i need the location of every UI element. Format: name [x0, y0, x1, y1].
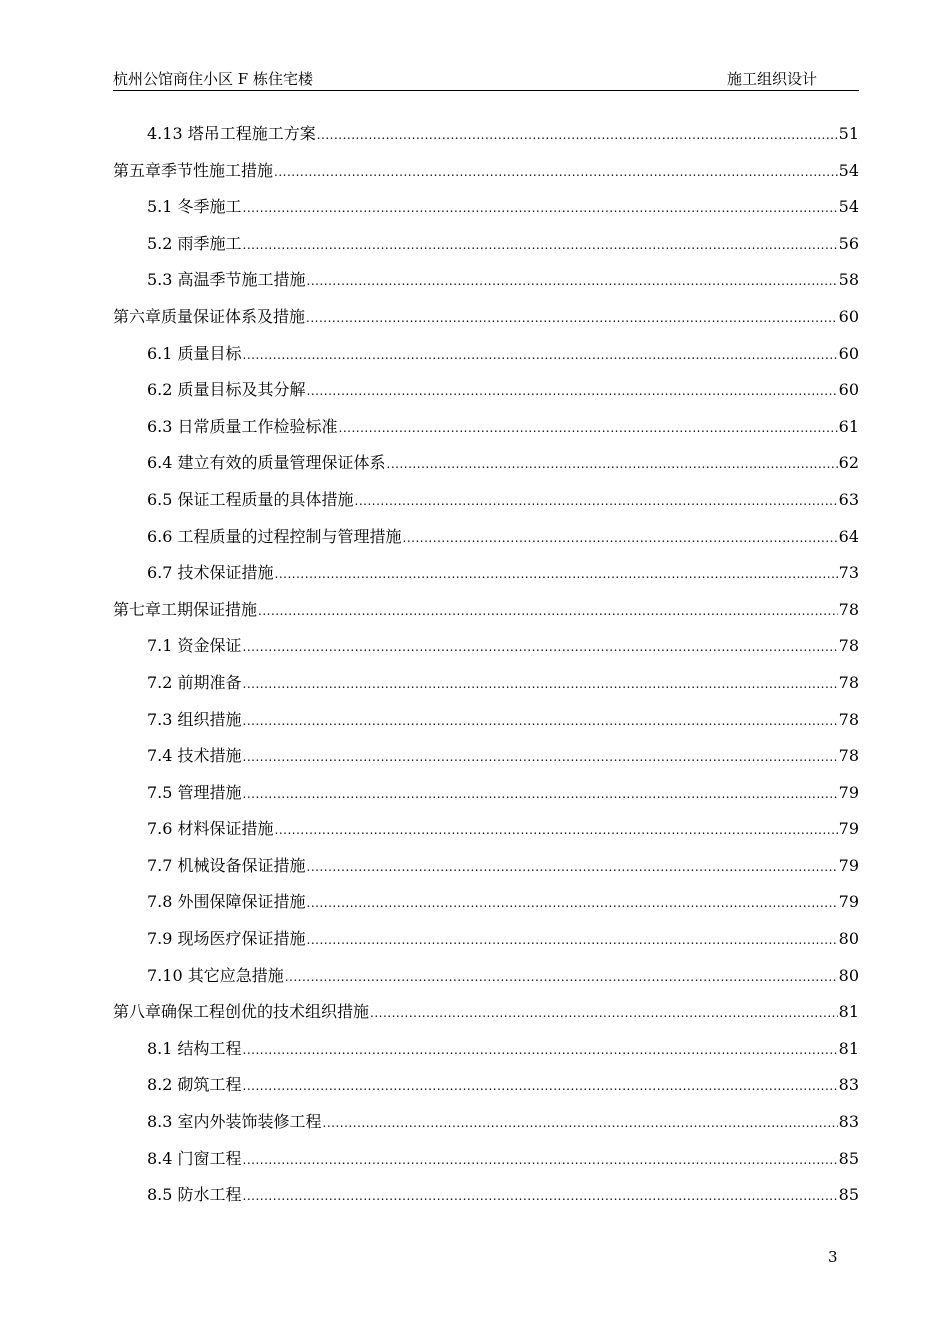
toc-section-entry[interactable] [113, 775, 859, 812]
toc-chapter-entry[interactable] [113, 299, 859, 336]
toc-entry-title: 8.4 门窗工程 [147, 1148, 242, 1168]
toc-section-entry[interactable] [113, 884, 859, 921]
toc-section-entry[interactable] [113, 1177, 859, 1214]
toc-entry-title: 5.3 高温季节施工措施 [147, 270, 306, 290]
toc-entry-title: 6.6 工程质量的过程控制与管理措施 [147, 526, 402, 546]
header-doc-title: 施工组织设计 [726, 70, 817, 88]
toc-section-entry[interactable] [113, 1067, 859, 1104]
toc-dot-leader [306, 300, 838, 337]
toc-page-number: 60 [838, 306, 859, 326]
toc-section-entry[interactable] [113, 1141, 859, 1178]
toc-page-number: 60 [838, 343, 859, 363]
toc-page-number: 62 [838, 453, 859, 473]
toc-dot-leader [243, 629, 838, 666]
toc-page-number: 73 [838, 563, 859, 583]
toc-dot-leader [370, 995, 838, 1032]
toc-entry-title: 季节性施工措施 [161, 160, 274, 180]
toc-dot-leader [243, 1142, 838, 1179]
toc-page-number: 81 [838, 1038, 859, 1058]
toc-page-number: 64 [838, 526, 859, 546]
toc-entry-title: 6.4 建立有效的质量管理保证体系 [147, 453, 386, 473]
toc-chapter-number: 第七章 [113, 599, 162, 619]
toc-page-number: 56 [838, 233, 859, 253]
toc-dot-leader [317, 117, 838, 154]
toc-entry-title: 8.3 室内外装饰装修工程 [147, 1112, 322, 1132]
toc-section-entry[interactable] [113, 811, 859, 848]
toc-dot-leader [243, 739, 838, 776]
toc-dot-leader [243, 227, 838, 264]
toc-chapter-entry[interactable] [113, 994, 859, 1031]
toc-page-number: 60 [838, 380, 859, 400]
toc-chapter-number: 第五章 [113, 160, 162, 180]
toc-page-number: 79 [838, 819, 859, 839]
toc-entry-title: 7.4 技术措施 [147, 746, 242, 766]
toc-page-number: 85 [838, 1148, 859, 1168]
toc-page-number: 78 [838, 599, 859, 619]
toc-page-number: 54 [838, 160, 859, 180]
toc-section-entry[interactable] [113, 482, 859, 519]
toc-dot-leader [243, 776, 838, 813]
toc-page-number: 63 [838, 489, 859, 509]
toc-dot-leader [274, 154, 838, 191]
toc-page-number: 78 [838, 672, 859, 692]
toc-section-entry[interactable] [113, 189, 859, 226]
toc-dot-leader [307, 922, 838, 959]
toc-chapter-number: 第八章 [113, 1002, 162, 1022]
toc-dot-leader [403, 520, 838, 557]
toc-entry-title: 6.2 质量目标及其分解 [147, 380, 306, 400]
toc-entry-title: 7.9 现场医疗保证措施 [147, 929, 306, 949]
toc-chapter-entry[interactable] [113, 153, 859, 190]
toc-section-entry[interactable] [113, 519, 859, 556]
toc-page-number: 79 [838, 782, 859, 802]
toc-section-entry[interactable] [113, 1104, 859, 1141]
toc-dot-leader [275, 812, 838, 849]
toc-entry-title: 确保工程创优的技术组织措施 [161, 1002, 370, 1022]
toc-page-number: 79 [838, 892, 859, 912]
toc-section-entry[interactable] [113, 921, 859, 958]
toc-dot-leader [243, 666, 838, 703]
toc-section-entry[interactable] [113, 1031, 859, 1068]
toc-section-entry[interactable] [113, 262, 859, 299]
toc-section-entry[interactable] [113, 445, 859, 482]
toc-section-entry[interactable] [113, 958, 859, 995]
toc-section-entry[interactable] [113, 738, 859, 775]
toc-dot-leader [243, 703, 838, 740]
table-of-contents [113, 116, 859, 1214]
toc-dot-leader [307, 885, 838, 922]
toc-dot-leader [339, 410, 838, 447]
toc-section-entry[interactable] [113, 555, 859, 592]
toc-entry-title: 8.5 防水工程 [147, 1185, 242, 1205]
toc-page-number: 83 [838, 1075, 859, 1095]
toc-entry-title: 8.1 结构工程 [147, 1038, 242, 1058]
toc-entry-title: 7.7 机械设备保证措施 [147, 855, 306, 875]
toc-entry-title: 质量保证体系及措施 [161, 306, 306, 326]
toc-entry-title: 7.8 外围保障保证措施 [147, 892, 306, 912]
toc-entry-title: 7.6 材料保证措施 [147, 819, 274, 839]
toc-entry-title: 7.1 资金保证 [147, 636, 242, 656]
toc-page-number: 83 [838, 1112, 859, 1132]
toc-dot-leader [323, 1105, 838, 1142]
toc-entry-title: 5.1 冬季施工 [147, 197, 242, 217]
toc-entry-title: 7.5 管理措施 [147, 782, 242, 802]
toc-dot-leader [243, 1032, 838, 1069]
toc-entry-title: 6.7 技术保证措施 [147, 563, 274, 583]
toc-chapter-number: 第六章 [113, 306, 162, 326]
toc-page-number: 80 [838, 929, 859, 949]
toc-section-entry[interactable] [113, 702, 859, 739]
toc-dot-leader [307, 849, 838, 886]
toc-page-number: 54 [838, 197, 859, 217]
toc-page-number: 78 [838, 709, 859, 729]
page-number: 3 [828, 1248, 838, 1266]
toc-entry-title: 7.10 其它应急措施 [147, 965, 284, 985]
toc-dot-leader [387, 446, 838, 483]
toc-dot-leader [258, 593, 838, 630]
toc-dot-leader [285, 959, 838, 996]
toc-dot-leader [307, 263, 838, 300]
toc-page-number: 61 [838, 416, 859, 436]
toc-dot-leader [243, 190, 838, 227]
toc-entry-title: 8.2 砌筑工程 [147, 1075, 242, 1095]
toc-entry-title: 6.1 质量目标 [147, 343, 242, 363]
toc-dot-leader [243, 337, 838, 374]
toc-page-number: 81 [838, 1002, 859, 1022]
toc-section-entry[interactable] [113, 848, 859, 885]
toc-entry-title: 6.3 日常质量工作检验标准 [147, 416, 338, 436]
toc-section-entry[interactable] [113, 116, 859, 153]
toc-page-number: 80 [838, 965, 859, 985]
toc-entry-title: 6.5 保证工程质量的具体措施 [147, 489, 354, 509]
toc-section-entry[interactable] [113, 665, 859, 702]
toc-page-number: 58 [838, 270, 859, 290]
toc-dot-leader [243, 1068, 838, 1105]
toc-page-number: 78 [838, 746, 859, 766]
toc-section-entry[interactable] [113, 336, 859, 373]
toc-chapter-entry[interactable] [113, 592, 859, 629]
toc-page-number: 79 [838, 855, 859, 875]
header-project-title: 杭州公馆商住小区 F 栋住宅楼 [113, 70, 313, 88]
toc-section-entry[interactable] [113, 409, 859, 446]
toc-entry-title: 5.2 雨季施工 [147, 233, 242, 253]
toc-page-number: 78 [838, 636, 859, 656]
toc-section-entry[interactable] [113, 628, 859, 665]
toc-dot-leader [355, 483, 838, 520]
toc-entry-title: 工期保证措施 [161, 599, 258, 619]
toc-dot-leader [307, 373, 838, 410]
toc-entry-title: 7.2 前期准备 [147, 672, 242, 692]
toc-entry-title: 4.13 塔吊工程施工方案 [147, 124, 316, 143]
toc-entry-title: 7.3 组织措施 [147, 709, 242, 729]
toc-dot-leader [243, 1178, 838, 1215]
toc-section-entry[interactable] [113, 372, 859, 409]
toc-dot-leader [275, 556, 838, 593]
toc-page-number: 51 [838, 124, 859, 143]
toc-section-entry[interactable] [113, 226, 859, 263]
toc-page-number: 85 [838, 1185, 859, 1205]
page-header [113, 66, 859, 91]
